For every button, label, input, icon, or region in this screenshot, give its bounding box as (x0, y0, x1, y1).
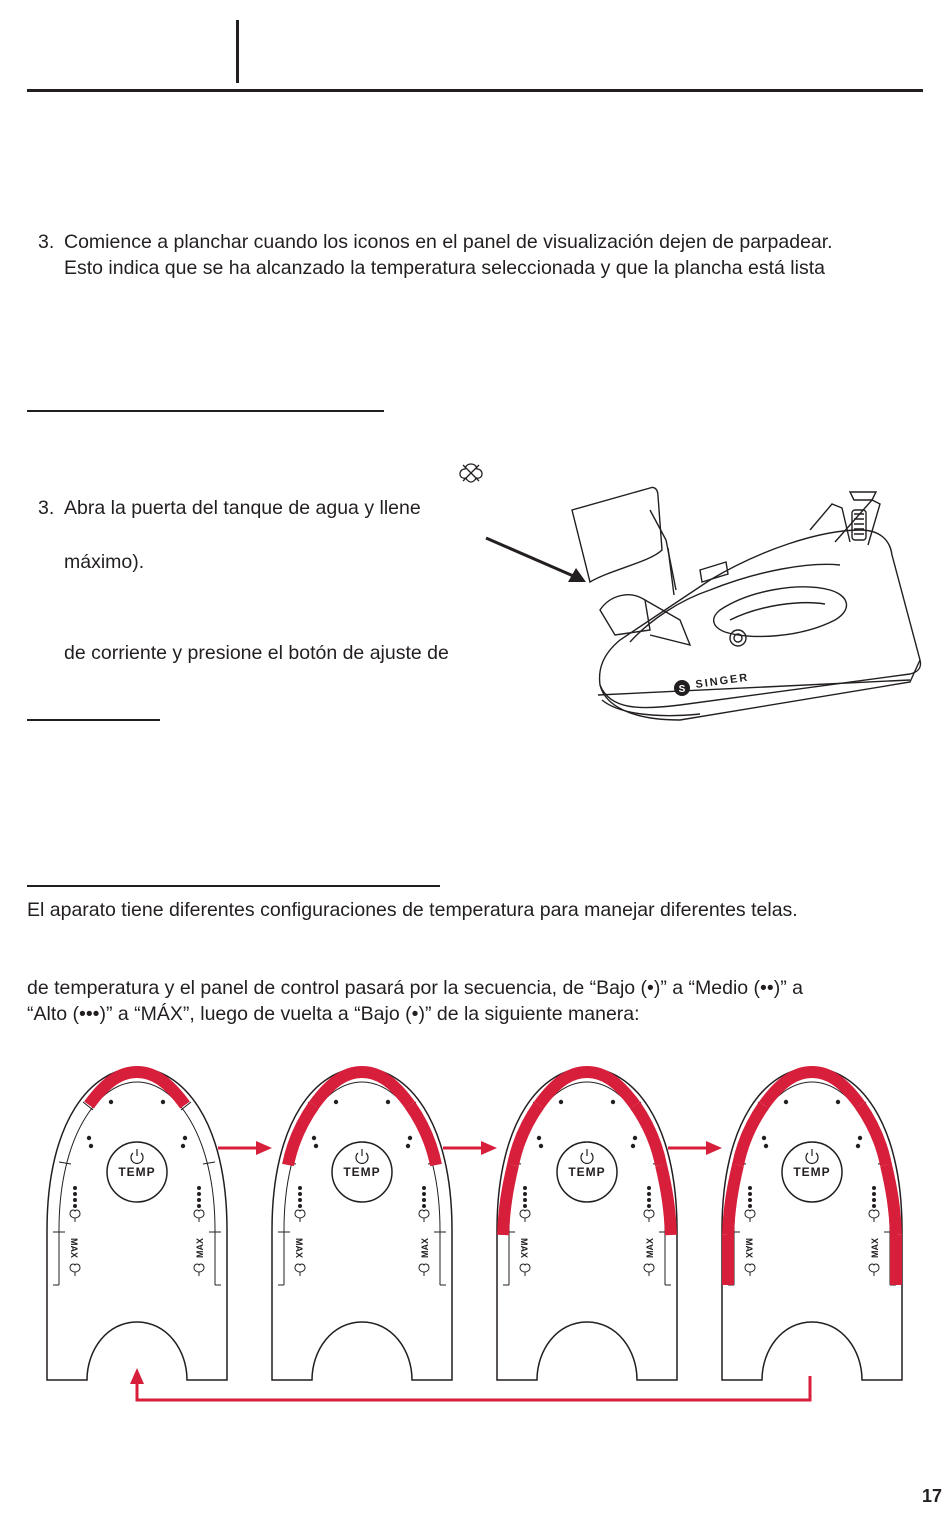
high-dot (73, 1198, 77, 1202)
sequence-line-2: “Alto (•••)” a “MÁX”, luego de vuelta a “Bajo (•)” de la siguiente manera: (27, 1003, 640, 1025)
high-dot (422, 1204, 426, 1208)
max-label-left: MAX (744, 1238, 754, 1258)
singer-badge-letter: S (678, 684, 686, 695)
panel-outline (722, 1068, 902, 1380)
temp-panel (722, 1068, 902, 1380)
high-dot (872, 1198, 876, 1202)
temp-button[interactable] (782, 1142, 842, 1202)
step-3-number: 3. (38, 231, 55, 253)
max-label-right: MAX (420, 1238, 430, 1258)
panel-outline (47, 1068, 227, 1380)
high-dot (647, 1192, 651, 1196)
high-dot (647, 1186, 651, 1190)
fill-step-text-1: Abra la puerta del tanque de agua y llene (64, 497, 421, 519)
fill-step-line-2: máximo). (64, 551, 145, 573)
medium-dot (408, 1136, 412, 1140)
low-dot (109, 1100, 113, 1104)
temperature-heading-rule (27, 885, 440, 887)
high-dot (73, 1192, 77, 1196)
section-heading-rule (27, 410, 384, 412)
high-dot (197, 1198, 201, 1202)
high-dot (422, 1192, 426, 1196)
medium-dot (314, 1144, 318, 1148)
header-rule (27, 89, 923, 92)
medium-dot (89, 1144, 93, 1148)
temp-panel (47, 1068, 227, 1380)
high-dot (872, 1186, 876, 1190)
low-dot (784, 1100, 788, 1104)
high-dot (422, 1198, 426, 1202)
return-arrow (130, 1368, 810, 1400)
high-dot (523, 1186, 527, 1190)
high-dot (197, 1204, 201, 1208)
high-dot (73, 1204, 77, 1208)
max-label-left: MAX (294, 1238, 304, 1258)
step-3-line-2: Esto indica que se ha alcanzado la temperatura seleccionada y que la plancha está lista (64, 257, 825, 279)
temp-button[interactable] (107, 1142, 167, 1202)
temperature-panel-sequence (0, 1060, 950, 1410)
medium-dot (181, 1144, 185, 1148)
medium-dot (762, 1136, 766, 1140)
high-dot (73, 1186, 77, 1190)
high-dot (647, 1198, 651, 1202)
max-label-right: MAX (645, 1238, 655, 1258)
iron-filling-illustration (480, 470, 930, 730)
high-dot (748, 1186, 752, 1190)
singer-brand-text: SINGER (694, 671, 751, 691)
low-dot (836, 1100, 840, 1104)
max-label-right: MAX (195, 1238, 205, 1258)
fill-step-number: 3. (38, 497, 55, 519)
high-dot (298, 1198, 302, 1202)
high-dot (298, 1192, 302, 1196)
high-dot (647, 1204, 651, 1208)
low-dot (386, 1100, 390, 1104)
high-dot (872, 1204, 876, 1208)
medium-dot (539, 1144, 543, 1148)
temperature-intro: El aparato tiene diferentes configuraciones de temperatura para manejar diferentes telas. (27, 899, 798, 921)
temp-button-label: TEMP (118, 1165, 156, 1179)
temp-button-label: TEMP (793, 1165, 831, 1179)
high-dot (523, 1192, 527, 1196)
temp-button-label: TEMP (568, 1165, 606, 1179)
medium-dot (87, 1136, 91, 1140)
header-divider (236, 20, 239, 83)
medium-dot (537, 1136, 541, 1140)
temp-panel (272, 1068, 452, 1380)
high-dot (197, 1186, 201, 1190)
low-dot (334, 1100, 338, 1104)
step-3-text-1: Comience a planchar cuando los iconos en el panel de visualización dejen de parpadear. (64, 231, 833, 253)
high-dot (748, 1192, 752, 1196)
max-label-right: MAX (870, 1238, 880, 1258)
power-step-line: de corriente y presione el botón de ajuste de (64, 642, 449, 664)
low-dot (559, 1100, 563, 1104)
medium-dot (631, 1144, 635, 1148)
sequence-line-1: de temperatura y el panel de control pasará por la secuencia, de “Bajo (•)” a “Medio (••)” a (27, 977, 803, 999)
high-dot (298, 1186, 302, 1190)
max-label-left: MAX (69, 1238, 79, 1258)
max-label-left: MAX (519, 1238, 529, 1258)
low-dot (611, 1100, 615, 1104)
high-dot (523, 1198, 527, 1202)
high-dot (298, 1204, 302, 1208)
temp-panel (497, 1068, 677, 1380)
high-dot (197, 1192, 201, 1196)
high-dot (748, 1198, 752, 1202)
medium-dot (312, 1136, 316, 1140)
medium-dot (406, 1144, 410, 1148)
short-rule (27, 719, 160, 721)
high-dot (748, 1204, 752, 1208)
fill-arrow (486, 538, 586, 582)
high-dot (872, 1192, 876, 1196)
step-3-line-1 (38, 229, 833, 255)
medium-dot (856, 1144, 860, 1148)
high-dot (523, 1204, 527, 1208)
medium-dot (764, 1144, 768, 1148)
fill-step-line-1 (38, 495, 421, 521)
medium-dot (183, 1136, 187, 1140)
temp-button[interactable] (332, 1142, 392, 1202)
high-dot (422, 1186, 426, 1190)
panel-outline (272, 1068, 452, 1380)
panel-outline (497, 1068, 677, 1380)
medium-dot (633, 1136, 637, 1140)
medium-dot (858, 1136, 862, 1140)
temp-button[interactable] (557, 1142, 617, 1202)
temp-button-label: TEMP (343, 1165, 381, 1179)
page-number: 17 (921, 1486, 942, 1506)
low-dot (161, 1100, 165, 1104)
